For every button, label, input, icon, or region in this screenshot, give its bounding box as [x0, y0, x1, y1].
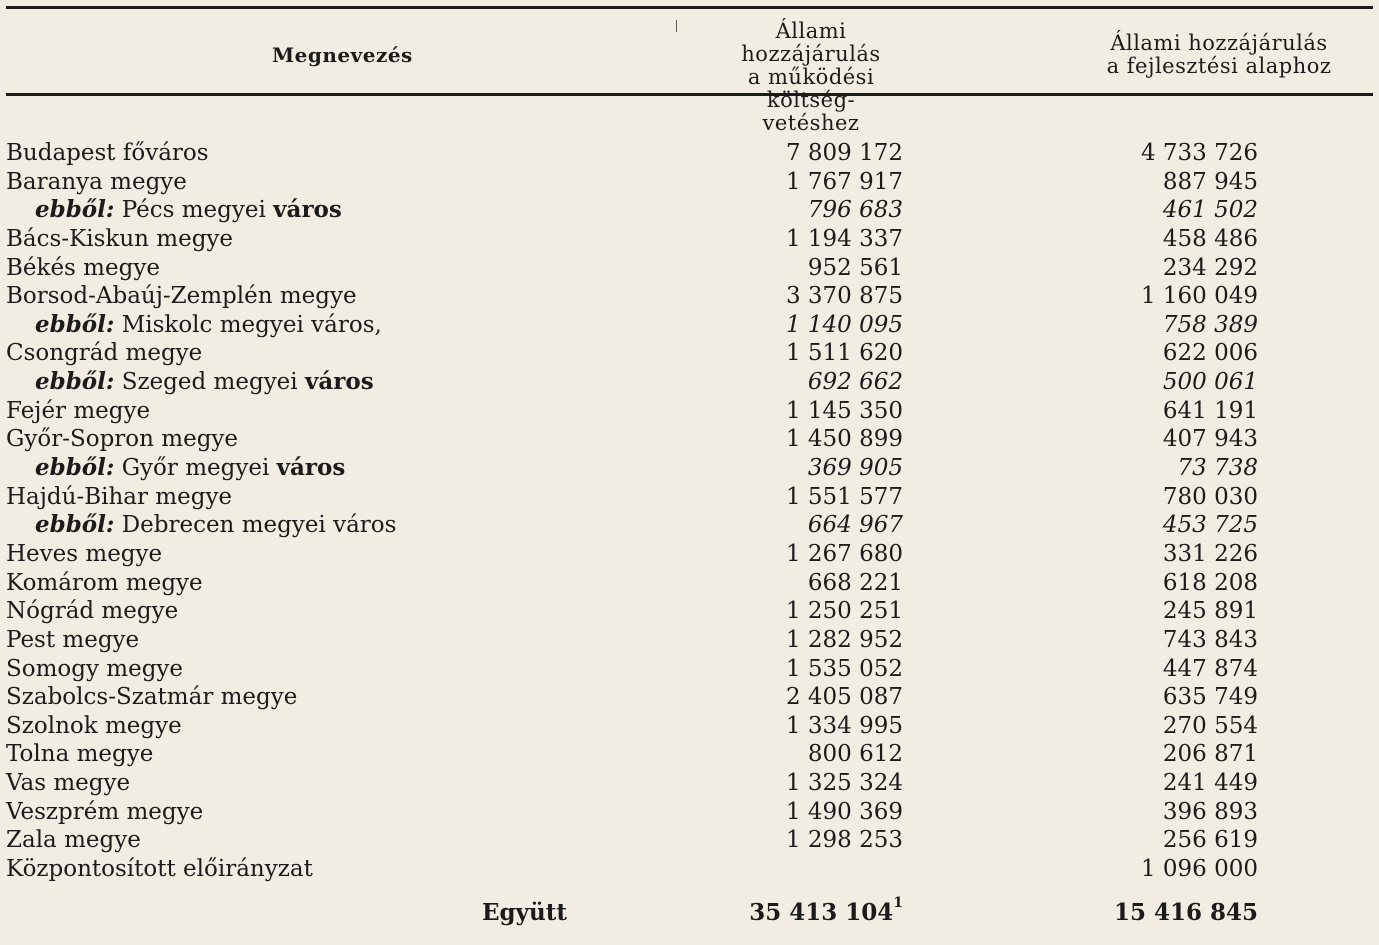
total-operating-number: 35 413 104 — [749, 899, 894, 926]
row-name: Szolnok megye — [6, 712, 182, 739]
table-row — [0, 683, 1379, 712]
header-development-line-1: Állami hozzájárulás — [1110, 31, 1328, 55]
row-development-value: 887 945 — [1162, 168, 1258, 195]
row-development-value: 447 874 — [1162, 655, 1258, 682]
row-development-value: 407 943 — [1162, 426, 1258, 453]
row-development-value: 618 208 — [1162, 569, 1258, 596]
row-name: Győr-Sopron megye — [6, 426, 239, 453]
row-prefix: ebből: — [35, 368, 115, 396]
header-operating-line-1: Állami hozzájárulás — [741, 19, 881, 66]
table-row — [0, 139, 1379, 168]
total-operating-value — [749, 895, 903, 927]
table-row — [0, 225, 1379, 254]
table-row — [0, 483, 1379, 512]
table-row — [0, 339, 1379, 368]
table-row — [0, 254, 1379, 283]
header-name-column: Megnevezés — [272, 43, 413, 67]
header-development-line-2: a fejlesztési alaphoz — [1106, 54, 1332, 78]
row-city-name: Miskolc — [121, 311, 213, 338]
row-development-value: 245 891 — [1162, 598, 1258, 625]
table-row — [0, 798, 1379, 827]
row-operating-value: 3 370 875 — [785, 283, 903, 310]
row-operating-value: 796 683 — [807, 197, 903, 224]
row-prefix: ebből: — [35, 196, 115, 224]
row-name: Baranya megye — [6, 168, 187, 195]
header-development-column — [1088, 32, 1350, 78]
table-row — [0, 511, 1379, 540]
row-city-label: város — [304, 368, 374, 396]
row-city-name: Szeged — [121, 369, 207, 396]
row-operating-value: 1 282 952 — [785, 626, 903, 653]
row-operating-value: 800 612 — [807, 741, 903, 768]
row-development-value: 241 449 — [1162, 770, 1258, 797]
header-rule — [6, 93, 1373, 96]
total-development-value: 15 416 845 — [1113, 899, 1258, 926]
row-name: Vas megye — [6, 770, 131, 797]
row-name — [35, 311, 382, 339]
row-name: Békés megye — [6, 254, 160, 281]
top-rule — [6, 6, 1373, 9]
row-operating-value: 1 140 095 — [785, 311, 903, 338]
row-operating-value: 1 490 369 — [785, 798, 903, 825]
table-row — [0, 712, 1379, 741]
row-development-value: 270 554 — [1162, 712, 1258, 739]
row-development-value: 641 191 — [1162, 397, 1258, 424]
row-name: Komárom megye — [6, 569, 203, 596]
row-suffix: megyei — [181, 197, 266, 224]
row-name: Hajdú-Bihar megye — [6, 483, 233, 510]
table-row — [0, 655, 1379, 684]
row-name: Nógrád megye — [6, 598, 179, 625]
table-row — [0, 454, 1379, 483]
footnote-marker: 1 — [893, 895, 903, 911]
table-body — [0, 139, 1379, 884]
row-development-value: 461 502 — [1162, 197, 1258, 224]
row-operating-value: 1 511 620 — [785, 340, 903, 367]
row-operating-value: 7 809 172 — [785, 140, 903, 166]
row-prefix: ebből: — [35, 310, 115, 338]
row-development-value: 453 725 — [1162, 512, 1258, 539]
row-development-value: 1 160 049 — [1140, 283, 1258, 310]
row-city-name: Győr — [121, 455, 178, 482]
header-operating-line-3: vetéshez — [762, 111, 860, 135]
row-operating-value: 692 662 — [807, 369, 903, 396]
row-operating-value: 1 267 680 — [785, 540, 903, 567]
row-development-value: 256 619 — [1162, 827, 1258, 854]
table-row — [0, 168, 1379, 197]
row-name: Veszprém megye — [6, 798, 204, 825]
row-name: Zala megye — [6, 827, 141, 854]
row-name: Csongrád megye — [6, 340, 203, 367]
row-suffix: megyei város — [241, 512, 397, 539]
row-name — [35, 196, 342, 224]
row-prefix: ebből: — [35, 511, 115, 539]
row-name: Fejér megye — [6, 397, 151, 424]
row-operating-value: 1 551 577 — [785, 483, 903, 510]
row-operating-value: 668 221 — [807, 569, 903, 596]
row-city-label: város — [276, 454, 346, 482]
row-suffix: megyei — [185, 455, 270, 482]
row-operating-value: 664 967 — [807, 512, 903, 539]
row-suffix: megyei — [213, 369, 298, 396]
row-name: Heves megye — [6, 540, 163, 567]
row-name: Központosított előirányzat — [6, 856, 313, 883]
row-development-value: 1 096 000 — [1140, 856, 1258, 883]
row-name: Szabolcs-Szatmár megye — [6, 684, 298, 711]
row-name — [35, 368, 374, 396]
row-operating-value: 1 194 337 — [785, 225, 903, 252]
row-operating-value: 369 905 — [807, 455, 903, 482]
row-development-value: 331 226 — [1162, 540, 1258, 567]
row-operating-value: 1 334 995 — [785, 712, 903, 739]
row-development-value: 458 486 — [1162, 225, 1258, 252]
table-row — [0, 855, 1379, 884]
row-name: Budapest főváros — [6, 140, 209, 166]
row-name — [35, 454, 345, 482]
row-operating-value: 1 767 917 — [785, 168, 903, 195]
table-row — [0, 425, 1379, 454]
table-row — [0, 311, 1379, 340]
row-name: Somogy megye — [6, 655, 184, 682]
table-row — [0, 540, 1379, 569]
table-row — [0, 368, 1379, 397]
row-development-value: 758 389 — [1162, 311, 1258, 338]
table-row — [0, 740, 1379, 769]
row-operating-value: 1 450 899 — [785, 426, 903, 453]
row-operating-value: 1 325 324 — [785, 770, 903, 797]
row-development-value: 73 738 — [1177, 455, 1258, 482]
row-development-value: 206 871 — [1162, 741, 1258, 768]
row-operating-value: 952 561 — [807, 254, 903, 281]
row-development-value: 396 893 — [1162, 798, 1258, 825]
table-row — [0, 597, 1379, 626]
row-name: Bács-Kiskun megye — [6, 225, 234, 252]
row-operating-value: 1 145 350 — [785, 397, 903, 424]
row-development-value: 743 843 — [1162, 626, 1258, 653]
row-development-value: 635 749 — [1162, 684, 1258, 711]
row-operating-value: 2 405 087 — [785, 684, 903, 711]
row-development-value: 500 061 — [1162, 369, 1258, 396]
row-name: Pest megye — [6, 626, 140, 653]
row-city-name: Debrecen — [121, 512, 235, 539]
row-development-value: 234 292 — [1162, 254, 1258, 281]
row-development-value: 4 733 726 — [1140, 140, 1258, 166]
header-operating-column — [706, 20, 916, 135]
table-row — [0, 196, 1379, 225]
total-row — [0, 895, 1379, 929]
row-operating-value: 1 535 052 — [785, 655, 903, 682]
table-row — [0, 626, 1379, 655]
row-development-value: 780 030 — [1162, 483, 1258, 510]
row-operating-value: 1 250 251 — [785, 598, 903, 625]
row-city-label: város — [273, 196, 342, 224]
row-development-value: 622 006 — [1162, 340, 1258, 367]
total-label: Együtt — [482, 899, 567, 926]
table-row — [0, 282, 1379, 311]
row-suffix: megyei város, — [219, 311, 382, 338]
header-operating-line-2: a működési költség- — [747, 65, 875, 112]
row-prefix: ebből: — [35, 454, 115, 482]
row-name: Tolna megye — [6, 741, 154, 768]
column-separator — [676, 20, 677, 32]
row-operating-value: 1 298 253 — [785, 827, 903, 854]
table-row — [0, 397, 1379, 426]
table-row — [0, 826, 1379, 855]
row-city-name: Pécs — [121, 197, 175, 224]
row-name: Borsod-Abaúj-Zemplén megye — [6, 283, 357, 310]
row-name — [35, 511, 396, 539]
table-row — [0, 769, 1379, 798]
table-row — [0, 569, 1379, 598]
